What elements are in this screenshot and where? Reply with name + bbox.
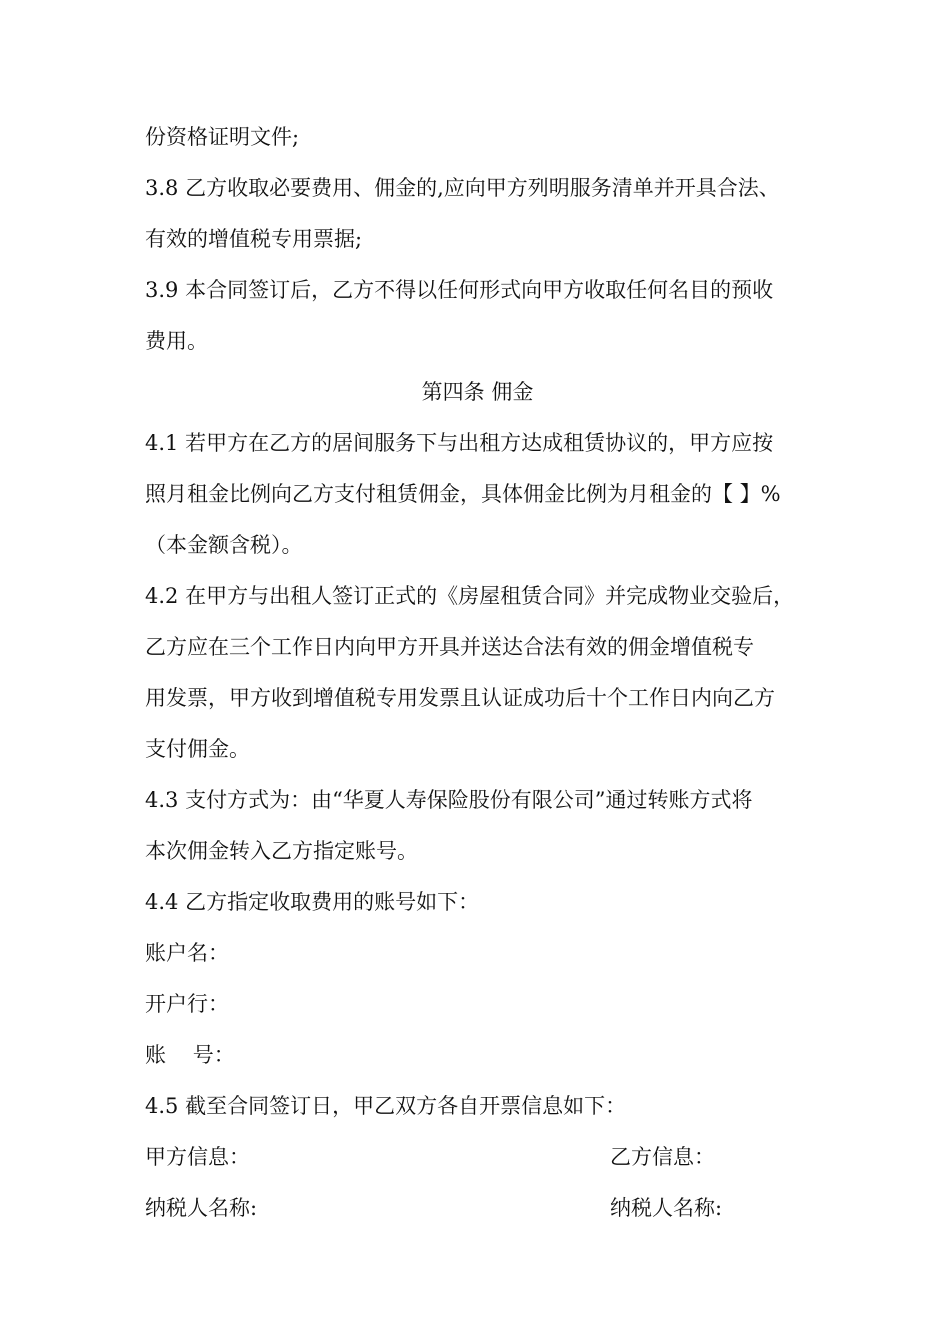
- text-line: 乙方应在三个工作日内向甲方开具并送达合法有效的佣金增值税专: [145, 635, 754, 659]
- party-a-info-label: 甲方信息：: [145, 1145, 250, 1169]
- text-line: 本次佣金转入乙方指定账号。: [145, 839, 418, 863]
- taxpayer-name-row: [145, 1183, 810, 1234]
- text-line: 4.2 在甲方与出租人签订正式的《房屋租赁合同》并完成物业交验后，: [145, 584, 795, 608]
- document-page: [145, 112, 810, 1234]
- text-line: 费用。: [145, 329, 208, 353]
- party-b-taxpayer-label: 纳税人名称:: [610, 1196, 723, 1220]
- text-line: 4.1 若甲方在乙方的居间服务下与出租方达成租赁协议的，甲方应按: [145, 431, 774, 455]
- article-heading: 第四条 佣金: [421, 380, 534, 404]
- text-line: 照月租金比例向乙方支付租赁佣金，具体佣金比例为月租金的【 】%: [145, 482, 781, 506]
- party-info-row: [145, 1132, 810, 1183]
- text-line: 3.8 乙方收取必要费用、佣金的,应向甲方列明服务清单并开具合法、: [145, 176, 780, 200]
- party-a-taxpayer-label: 纳税人名称:: [145, 1196, 258, 1220]
- text-line: （本金额含税）。: [145, 533, 303, 557]
- text-line: 用发票，甲方收到增值税专用发票且认证成功后十个工作日内向乙方: [145, 686, 775, 710]
- text-line: 4.5 截至合同签订日，甲乙双方各自开票信息如下：: [145, 1094, 627, 1118]
- text-line: 支付佣金。: [145, 737, 250, 761]
- text-line: 4.4 乙方指定收取费用的账号如下：: [145, 890, 480, 914]
- text-line: 有效的增值税专用票据;: [145, 227, 363, 251]
- text-line: 4.3 支付方式为：由“华夏人寿保险股份有限公司”通过转账方式将: [145, 788, 753, 812]
- text-line: 份资格证明文件;: [145, 125, 300, 149]
- party-b-info-label: 乙方信息：: [610, 1145, 715, 1169]
- bank-label: 开户行：: [145, 992, 229, 1016]
- account-number-label: 账 号：: [145, 1043, 235, 1067]
- text-line: 3.9 本合同签订后，乙方不得以任何形式向甲方收取任何名目的预收: [145, 278, 774, 302]
- account-name-label: 账户名：: [145, 941, 229, 965]
